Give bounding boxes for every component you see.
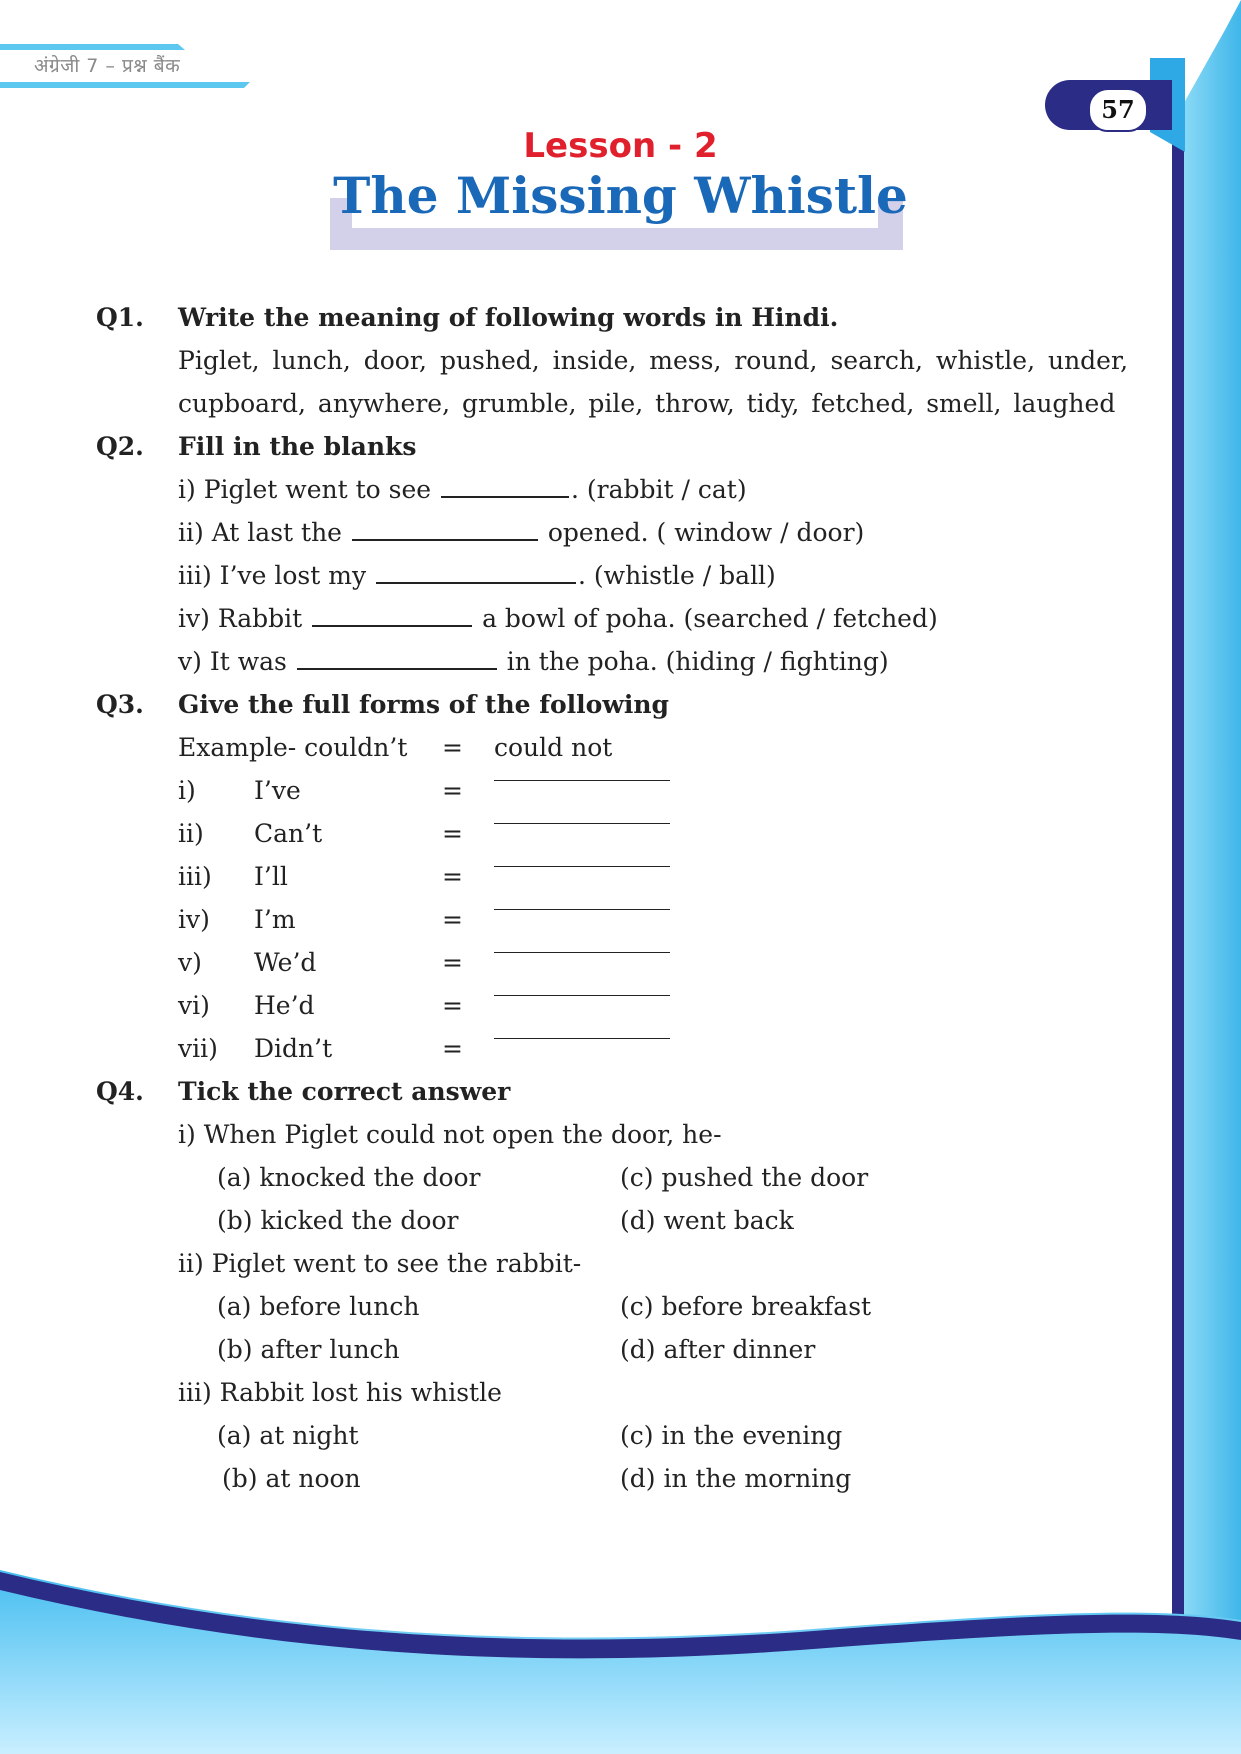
equals-sign: = — [442, 733, 463, 762]
contraction: Didn’t — [254, 1034, 333, 1063]
answer-line[interactable] — [494, 823, 670, 824]
question-number: Q1. — [96, 303, 144, 332]
contraction: I’ll — [254, 862, 288, 891]
item-number: v) — [178, 948, 202, 977]
item-number: i) — [178, 776, 196, 805]
answer-line[interactable] — [494, 866, 670, 867]
mcq-option[interactable]: (d) in the morning — [620, 1464, 852, 1493]
item-number: vii) — [178, 1034, 218, 1063]
mcq-option[interactable]: (a) knocked the door — [217, 1163, 481, 1192]
equals-sign: = — [442, 905, 463, 934]
example-value: could not — [494, 733, 613, 762]
answer-line[interactable] — [494, 952, 670, 953]
contraction: We’d — [254, 948, 317, 977]
word-list: Piglet, lunch, door, pushed, inside, mess, round, search, whistle, under, — [178, 346, 1129, 375]
word-list: cupboard, anywhere, grumble, pile, throw, tidy, fetched, smell, laughed — [178, 389, 1116, 418]
blank-line[interactable] — [441, 495, 569, 498]
item-text: a bowl of poha. (searched / fetched) — [482, 604, 938, 633]
blank-line[interactable] — [312, 624, 472, 627]
mcq-option[interactable]: (c) before breakfast — [620, 1292, 872, 1321]
mcq-option[interactable]: (c) pushed the door — [620, 1163, 869, 1192]
item-number: iv) — [178, 905, 210, 934]
mcq-option[interactable]: (a) before lunch — [217, 1292, 420, 1321]
item-text: in the poha. (hiding / fighting) — [506, 647, 889, 676]
fill-blank-item — [178, 511, 864, 554]
item-text: v) It was — [178, 647, 287, 676]
mcq-option[interactable]: (b) kicked the door — [217, 1206, 459, 1235]
question-number: Q3. — [96, 690, 144, 719]
item-text: . (rabbit / cat) — [571, 475, 747, 504]
example-label: Example- couldn’t — [178, 733, 408, 762]
mcq-stem: iii) Rabbit lost his whistle — [178, 1378, 502, 1407]
page-number: 57 — [1088, 88, 1148, 132]
fill-blank-item — [178, 597, 938, 640]
mcq-option[interactable]: (c) in the evening — [620, 1421, 843, 1450]
fill-blank-item — [178, 468, 747, 511]
lesson-number: Lesson - 2 — [523, 126, 718, 166]
contraction: Can’t — [254, 819, 323, 848]
equals-sign: = — [442, 991, 463, 1020]
equals-sign: = — [442, 776, 463, 805]
mcq-stem: i) When Piglet could not open the door, he- — [178, 1120, 722, 1149]
question-title: Fill in the blanks — [178, 432, 417, 461]
mcq-stem: ii) Piglet went to see the rabbit- — [178, 1249, 582, 1278]
mcq-option[interactable]: (a) at night — [217, 1421, 359, 1450]
answer-line[interactable] — [494, 909, 670, 910]
item-text: ii) At last the — [178, 518, 342, 547]
fill-blank-item — [178, 640, 889, 683]
equals-sign: = — [442, 1034, 463, 1063]
item-text: i) Piglet went to see — [178, 475, 432, 504]
equals-sign: = — [442, 862, 463, 891]
item-text: . (whistle / ball) — [578, 561, 776, 590]
blank-line[interactable] — [376, 581, 576, 584]
contraction: I’ve — [254, 776, 301, 805]
book-header: अंग्रेजी 7 – प्रश्न बैंक — [34, 55, 181, 77]
question-number: Q2. — [96, 432, 144, 461]
item-number: vi) — [178, 991, 210, 1020]
question-title: Write the meaning of following words in Hindi. — [178, 303, 839, 332]
answer-line[interactable] — [494, 1038, 670, 1039]
item-text: iii) I’ve lost my — [178, 561, 367, 590]
item-number: iii) — [178, 862, 212, 891]
lesson-title: The Missing Whistle — [333, 166, 908, 225]
lesson-title-block — [0, 126, 1241, 226]
blank-line[interactable] — [352, 538, 538, 541]
question-title: Give the full forms of the following — [178, 690, 670, 719]
blank-line[interactable] — [297, 667, 497, 670]
item-text: iv) Rabbit — [178, 604, 303, 633]
answer-line[interactable] — [494, 995, 670, 996]
mcq-option[interactable]: (b) at noon — [222, 1464, 361, 1493]
question-title: Tick the correct answer — [178, 1077, 511, 1106]
mcq-option[interactable]: (d) went back — [620, 1206, 794, 1235]
question-number: Q4. — [96, 1077, 144, 1106]
item-text: opened. ( window / door) — [547, 518, 865, 547]
equals-sign: = — [442, 948, 463, 977]
fill-blank-item — [178, 554, 776, 597]
mcq-option[interactable]: (b) after lunch — [217, 1335, 400, 1364]
contraction: He’d — [254, 991, 315, 1020]
answer-line[interactable] — [494, 780, 670, 781]
item-number: ii) — [178, 819, 204, 848]
contraction: I’m — [254, 905, 296, 934]
mcq-option[interactable]: (d) after dinner — [620, 1335, 816, 1364]
equals-sign: = — [442, 819, 463, 848]
